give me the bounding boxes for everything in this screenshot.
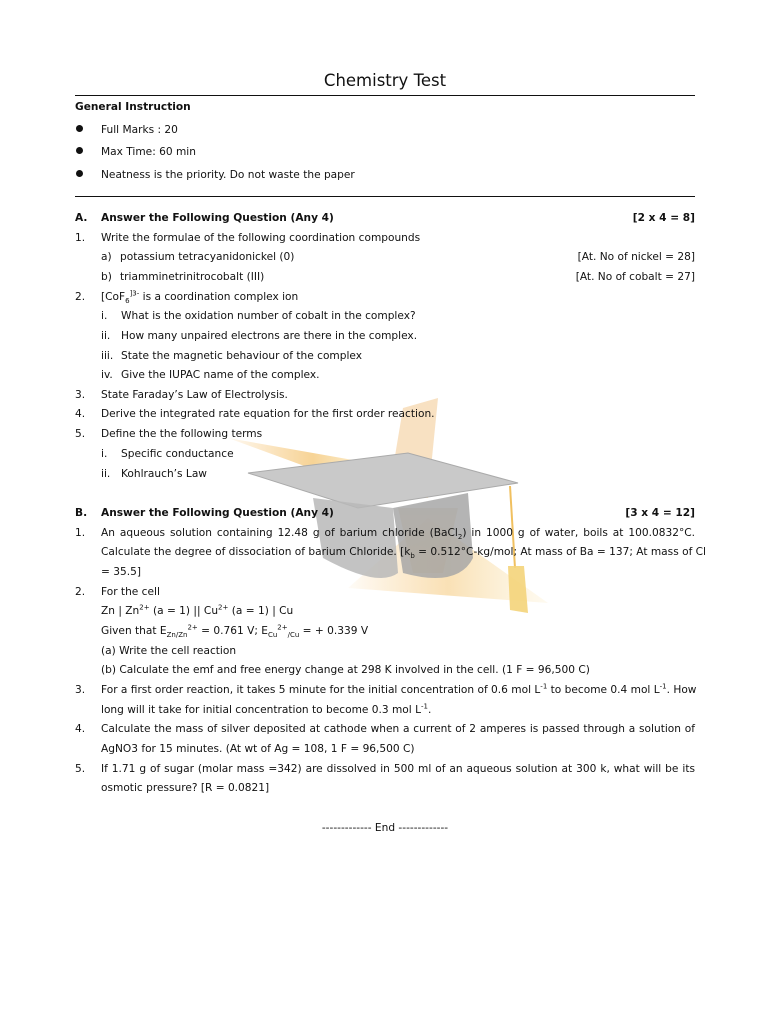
bullet-icon bbox=[76, 125, 83, 132]
a-q1-part-b: triamminetrinitrocobalt (III) bbox=[120, 271, 265, 283]
a-q1-part-a-note: [At. No of nickel = 28] bbox=[577, 251, 695, 263]
subscript: Zn/Zn bbox=[166, 631, 188, 640]
text-part: Calculate the degree of dissociation of barium Chloride. [k bbox=[101, 546, 411, 558]
question-number: 4. bbox=[75, 723, 86, 735]
instruction-full-marks: Full Marks : 20 bbox=[101, 124, 178, 136]
superscript: 2+ bbox=[218, 603, 229, 612]
a-q1-part-a: potassium tetracyanidonickel (0) bbox=[120, 251, 295, 263]
subscript: 6 bbox=[125, 297, 130, 306]
question-number: 1. bbox=[75, 527, 86, 539]
text-part: = 0.761 V; E bbox=[197, 625, 268, 637]
b-q2-text: For the cell bbox=[101, 586, 160, 598]
question-number: 2. bbox=[75, 586, 86, 598]
a-q1-part-b-note: [At. No of cobalt = 27] bbox=[575, 271, 695, 283]
b-q2-part-a: (a) Write the cell reaction bbox=[101, 645, 237, 657]
title-divider bbox=[75, 95, 695, 96]
superscript: -1 bbox=[540, 682, 548, 691]
a-q1-text: Write the formulae of the following coordination compounds bbox=[101, 232, 421, 244]
text-part: [CoF bbox=[101, 291, 126, 303]
text-part: ) in 1000 g of water, boils at 100.0832°C. bbox=[462, 527, 696, 539]
b-q2-part-b: (b) Calculate the emf and free energy change at 298 K involved in the cell. (1 F = 96,500 C) bbox=[101, 664, 590, 676]
text-part: Zn | Zn bbox=[101, 605, 140, 617]
a-q5-item: Specific conductance bbox=[121, 448, 234, 460]
b-q3-line bbox=[101, 703, 431, 717]
instruction-max-time: Max Time: 60 min bbox=[101, 146, 196, 158]
text-part: . bbox=[428, 704, 432, 716]
sub-label: iv. bbox=[101, 369, 113, 381]
subscript: b bbox=[410, 552, 415, 561]
a-q5-text: Define the the following terms bbox=[101, 428, 263, 440]
sub-label: iii. bbox=[101, 350, 114, 362]
question-number: 5. bbox=[75, 763, 86, 775]
question-number: 2. bbox=[75, 291, 86, 303]
a-q2-item: How many unpaired electrons are there in the complex. bbox=[121, 330, 418, 342]
b-q3-line bbox=[101, 683, 695, 697]
sub-label: ii. bbox=[101, 330, 111, 342]
superscript: 2+ bbox=[277, 623, 288, 632]
a-q2-item: Give the IUPAC name of the complex. bbox=[121, 369, 320, 381]
section-b-label: B. bbox=[75, 507, 88, 519]
section-a-marks: [2 x 4 = 8] bbox=[632, 212, 695, 224]
b-q1-line bbox=[101, 545, 707, 561]
b-q4-line: AgNO3 for 15 minutes. (At wt of Ag = 108, 1 F = 96,500 C) bbox=[101, 743, 415, 755]
b-q5-line: osmotic pressure? [R = 0.0821] bbox=[101, 782, 270, 794]
a-q4-text: Derive the integrated rate equation for the first order reaction. bbox=[101, 408, 435, 420]
subscript: Cu bbox=[267, 631, 278, 640]
general-instruction-heading: General Instruction bbox=[75, 101, 191, 113]
question-number: 4. bbox=[75, 408, 86, 420]
a-q3-text: State Faraday’s Law of Electrolysis. bbox=[101, 389, 288, 401]
b-q4-line: Calculate the mass of silver deposited at cathode when a current of 2 amperes is passed through a solution of bbox=[101, 723, 695, 735]
section-a-label: A. bbox=[75, 212, 88, 224]
text-part: An aqueous solution containing 12.48 g of barium chloride (BaCl bbox=[101, 527, 458, 539]
sub-label: i. bbox=[101, 448, 108, 460]
subscript: 2 bbox=[457, 533, 463, 542]
text-part: = + 0.339 V bbox=[299, 625, 369, 637]
text-part: long will it take for initial concentration to become 0.3 mol L bbox=[101, 704, 422, 716]
question-number: 1. bbox=[75, 232, 86, 244]
page-title: Chemistry Test bbox=[323, 71, 447, 90]
superscript: -1 bbox=[659, 682, 667, 691]
text-part: (a = 1) || Cu bbox=[149, 605, 219, 617]
b-q1-line: = 35.5] bbox=[101, 566, 141, 578]
b-q2-given bbox=[101, 624, 368, 638]
text-part: For a first order reaction, it takes 5 minute for the initial concentration of 0.6 mol L bbox=[101, 684, 541, 696]
text-part: = 0.512°C-kg/mol; At mass of Ba = 137; At mass of Cl bbox=[414, 546, 707, 558]
instruction-divider bbox=[75, 196, 695, 197]
b-q5-line: If 1.71 g of sugar (molar mass =342) are dissolved in 500 ml of an aqueous solution at 300 k, what will be its bbox=[101, 763, 695, 775]
superscript: -1 bbox=[421, 702, 428, 711]
superscript: 2+ bbox=[187, 623, 198, 632]
sub-label: i. bbox=[101, 310, 108, 322]
superscript: ]3- bbox=[129, 289, 140, 298]
sub-label: a) bbox=[101, 251, 112, 263]
b-q2-cell bbox=[101, 604, 293, 618]
text-part: (a = 1) | Cu bbox=[228, 605, 294, 617]
text-part: is a coordination complex ion bbox=[139, 291, 299, 303]
b-q1-line bbox=[101, 526, 695, 540]
text-part: . How bbox=[666, 684, 697, 696]
question-number: 5. bbox=[75, 428, 86, 440]
bullet-icon bbox=[76, 147, 83, 154]
a-q2-item: What is the oxidation number of cobalt in the complex? bbox=[121, 310, 416, 322]
section-b-heading: Answer the Following Question (Any 4) bbox=[101, 507, 334, 519]
a-q5-item: Kohlrauch’s Law bbox=[121, 468, 207, 480]
a-q2-text bbox=[101, 290, 298, 304]
subscript: /Cu bbox=[287, 631, 300, 640]
section-b-marks: [3 x 4 = 12] bbox=[625, 507, 695, 519]
sub-label: ii. bbox=[101, 468, 111, 480]
a-q2-item: State the magnetic behaviour of the complex bbox=[121, 350, 363, 362]
instruction-neatness: Neatness is the priority. Do not waste the paper bbox=[101, 169, 355, 181]
text-part: Given that E bbox=[101, 625, 167, 637]
bullet-icon bbox=[76, 170, 83, 177]
question-number: 3. bbox=[75, 684, 86, 696]
question-number: 3. bbox=[75, 389, 86, 401]
sub-label: b) bbox=[101, 271, 112, 283]
text-part: to become 0.4 mol L bbox=[547, 684, 660, 696]
superscript: 2+ bbox=[139, 603, 150, 612]
section-a-heading: Answer the Following Question (Any 4) bbox=[101, 212, 334, 224]
end-marker: ------------- End ------------- bbox=[321, 822, 449, 834]
